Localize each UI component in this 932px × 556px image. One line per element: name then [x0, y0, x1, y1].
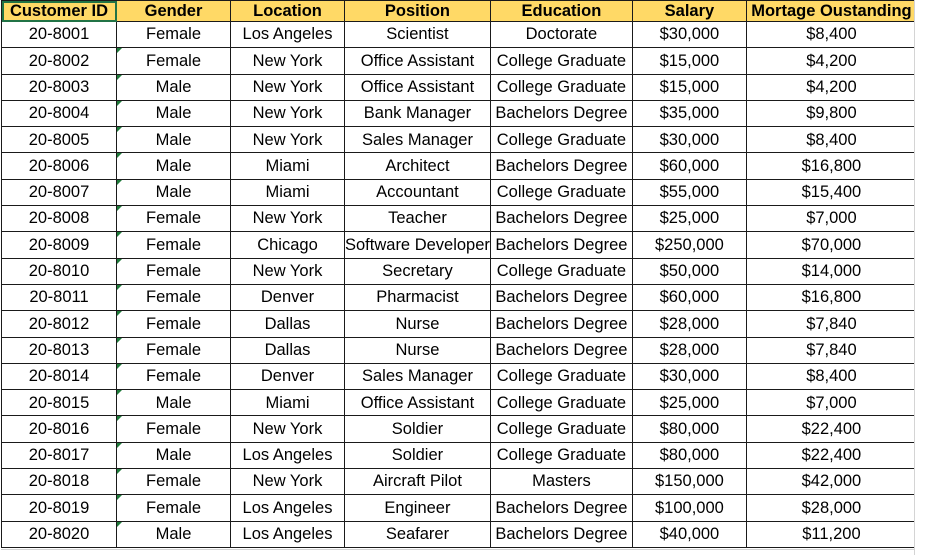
cell-education[interactable]: Bachelors Degree: [490, 232, 632, 258]
table-row: [2, 469, 917, 495]
cell-position[interactable]: Secretary: [345, 258, 491, 284]
cell-salary[interactable]: $15,000: [632, 48, 746, 74]
cell-salary[interactable]: $80,000: [632, 416, 746, 442]
cell-mortgage-outstanding[interactable]: $16,800: [746, 153, 916, 179]
cell-education[interactable]: Bachelors Degree: [490, 311, 632, 337]
cell-customer-id[interactable]: 20-8006: [2, 153, 117, 179]
table-row: [2, 48, 917, 74]
cell-location[interactable]: Miami: [231, 153, 345, 179]
cell-position[interactable]: Seafarer: [345, 521, 491, 547]
cell-customer-id[interactable]: 20-8007: [2, 179, 117, 205]
cell-position[interactable]: Pharmacist: [345, 284, 491, 310]
cell-position[interactable]: Nurse: [345, 311, 491, 337]
table-row: [2, 521, 917, 547]
cell-salary[interactable]: $25,000: [632, 390, 746, 416]
cell-mortgage-outstanding[interactable]: $4,200: [746, 74, 916, 100]
cell-mortgage-outstanding[interactable]: $7,000: [746, 206, 916, 232]
data-table: [1, 0, 917, 548]
cell-gender[interactable]: Male: [117, 153, 231, 179]
cell-education[interactable]: Bachelors Degree: [490, 206, 632, 232]
cell-location[interactable]: New York: [231, 127, 345, 153]
cell-salary[interactable]: $35,000: [632, 100, 746, 126]
cell-location[interactable]: Los Angeles: [231, 442, 345, 468]
table-row: [2, 153, 917, 179]
cell-salary[interactable]: $30,000: [632, 127, 746, 153]
cell-customer-id[interactable]: 20-8003: [2, 74, 117, 100]
cell-salary[interactable]: $60,000: [632, 153, 746, 179]
table-row: [2, 363, 917, 389]
table-row: [2, 442, 917, 468]
cell-mortgage-outstanding[interactable]: $7,000: [746, 390, 916, 416]
cell-location[interactable]: New York: [231, 416, 345, 442]
cell-location[interactable]: Miami: [231, 390, 345, 416]
cell-salary[interactable]: $80,000: [632, 442, 746, 468]
cell-salary[interactable]: $30,000: [632, 22, 746, 48]
header-cell-customer-id[interactable]: Customer ID: [2, 1, 117, 22]
cell-location[interactable]: Los Angeles: [231, 521, 345, 547]
cell-position[interactable]: Sales Manager: [345, 363, 491, 389]
cell-gender[interactable]: Female: [117, 48, 231, 74]
cell-customer-id[interactable]: 20-8017: [2, 442, 117, 468]
cell-customer-id[interactable]: 20-8010: [2, 258, 117, 284]
table-row: [2, 416, 917, 442]
header-cell-position[interactable]: Position: [345, 1, 491, 22]
table-row: [2, 284, 917, 310]
cell-gender[interactable]: Male: [117, 74, 231, 100]
cell-customer-id[interactable]: 20-8002: [2, 48, 117, 74]
cell-education[interactable]: Bachelors Degree: [490, 284, 632, 310]
cell-gender[interactable]: Female: [117, 22, 231, 48]
table-row: [2, 206, 917, 232]
cell-mortgage-outstanding[interactable]: $8,400: [746, 127, 916, 153]
cell-position[interactable]: Soldier: [345, 416, 491, 442]
cell-gender[interactable]: Female: [117, 232, 231, 258]
table-row: [2, 390, 917, 416]
table-row: [2, 179, 917, 205]
cell-gender[interactable]: Female: [117, 311, 231, 337]
cell-gender[interactable]: Male: [117, 100, 231, 126]
cell-education[interactable]: College Graduate: [490, 258, 632, 284]
table-row: [2, 495, 917, 521]
cell-customer-id[interactable]: 20-8008: [2, 206, 117, 232]
cell-education[interactable]: College Graduate: [490, 416, 632, 442]
cell-location[interactable]: Los Angeles: [231, 22, 345, 48]
cell-location[interactable]: New York: [231, 100, 345, 126]
cell-customer-id[interactable]: 20-8015: [2, 390, 117, 416]
cell-gender[interactable]: Male: [117, 127, 231, 153]
cell-location[interactable]: New York: [231, 206, 345, 232]
header-row: [2, 1, 917, 22]
cell-location[interactable]: New York: [231, 74, 345, 100]
cell-gender[interactable]: Female: [117, 337, 231, 363]
cell-mortgage-outstanding[interactable]: $42,000: [746, 469, 916, 495]
cell-customer-id[interactable]: 20-8004: [2, 100, 117, 126]
cell-customer-id[interactable]: 20-8012: [2, 311, 117, 337]
cell-mortgage-outstanding[interactable]: $9,800: [746, 100, 916, 126]
cell-salary[interactable]: $28,000: [632, 311, 746, 337]
cell-gender[interactable]: Male: [117, 442, 231, 468]
cell-location[interactable]: New York: [231, 48, 345, 74]
cell-position[interactable]: Sales Manager: [345, 127, 491, 153]
cell-position[interactable]: Bank Manager: [345, 100, 491, 126]
cell-gender[interactable]: Female: [117, 495, 231, 521]
cell-gender[interactable]: Female: [117, 363, 231, 389]
cell-salary[interactable]: $250,000: [632, 232, 746, 258]
cell-location[interactable]: Dallas: [231, 311, 345, 337]
cell-position[interactable]: Software Developer: [345, 232, 491, 258]
cell-mortgage-outstanding[interactable]: $4,200: [746, 48, 916, 74]
cell-mortgage-outstanding[interactable]: $15,400: [746, 179, 916, 205]
table-row: [2, 74, 917, 100]
cell-customer-id[interactable]: 20-8018: [2, 469, 117, 495]
cell-customer-id[interactable]: 20-8011: [2, 284, 117, 310]
cell-position[interactable]: Accountant: [345, 179, 491, 205]
cell-education[interactable]: Bachelors Degree: [490, 495, 632, 521]
cell-customer-id[interactable]: 20-8020: [2, 521, 117, 547]
cell-gender[interactable]: Male: [117, 390, 231, 416]
cell-salary[interactable]: $30,000: [632, 363, 746, 389]
cell-position[interactable]: Teacher: [345, 206, 491, 232]
table-body: [2, 22, 917, 548]
cell-location[interactable]: Miami: [231, 179, 345, 205]
cell-education[interactable]: Doctorate: [490, 22, 632, 48]
cell-location[interactable]: Dallas: [231, 337, 345, 363]
cell-location[interactable]: Chicago: [231, 232, 345, 258]
empty-column[interactable]: [914, 0, 932, 555]
cell-mortgage-outstanding[interactable]: $28,000: [746, 495, 916, 521]
cell-salary[interactable]: $28,000: [632, 337, 746, 363]
cell-mortgage-outstanding[interactable]: $7,840: [746, 337, 916, 363]
cell-education[interactable]: College Graduate: [490, 442, 632, 468]
cell-customer-id[interactable]: 20-8001: [2, 22, 117, 48]
cell-salary[interactable]: $150,000: [632, 469, 746, 495]
cell-salary[interactable]: $50,000: [632, 258, 746, 284]
cell-gender[interactable]: Male: [117, 179, 231, 205]
cell-customer-id[interactable]: 20-8019: [2, 495, 117, 521]
cell-gender[interactable]: Male: [117, 521, 231, 547]
cell-education[interactable]: Masters: [490, 469, 632, 495]
cell-location[interactable]: Denver: [231, 363, 345, 389]
cell-gender[interactable]: Female: [117, 258, 231, 284]
cell-salary[interactable]: $55,000: [632, 179, 746, 205]
cell-salary[interactable]: $25,000: [632, 206, 746, 232]
cell-mortgage-outstanding[interactable]: $16,800: [746, 284, 916, 310]
cell-location[interactable]: Los Angeles: [231, 495, 345, 521]
cell-mortgage-outstanding[interactable]: $22,400: [746, 416, 916, 442]
cell-position[interactable]: Office Assistant: [345, 390, 491, 416]
cell-education[interactable]: College Graduate: [490, 179, 632, 205]
table-row: [2, 311, 917, 337]
cell-position[interactable]: Office Assistant: [345, 48, 491, 74]
cell-education[interactable]: College Graduate: [490, 48, 632, 74]
cell-mortgage-outstanding[interactable]: $22,400: [746, 442, 916, 468]
cell-location[interactable]: New York: [231, 258, 345, 284]
cell-customer-id[interactable]: 20-8009: [2, 232, 117, 258]
table-row: [2, 232, 917, 258]
cell-mortgage-outstanding[interactable]: $70,000: [746, 232, 916, 258]
header-cell-location[interactable]: Location: [231, 1, 345, 22]
cell-customer-id[interactable]: 20-8016: [2, 416, 117, 442]
cell-gender[interactable]: Female: [117, 469, 231, 495]
cell-location[interactable]: Denver: [231, 284, 345, 310]
cell-position[interactable]: Soldier: [345, 442, 491, 468]
table-row: [2, 337, 917, 363]
table-row: [2, 258, 917, 284]
cell-salary[interactable]: $40,000: [632, 521, 746, 547]
cell-position[interactable]: Scientist: [345, 22, 491, 48]
cell-mortgage-outstanding[interactable]: $7,840: [746, 311, 916, 337]
cell-education[interactable]: College Graduate: [490, 74, 632, 100]
cell-mortgage-outstanding[interactable]: $8,400: [746, 363, 916, 389]
table-row: [2, 22, 917, 48]
cell-education[interactable]: College Graduate: [490, 363, 632, 389]
header-cell-gender[interactable]: Gender: [117, 1, 231, 22]
cell-gender[interactable]: Female: [117, 206, 231, 232]
cell-education[interactable]: Bachelors Degree: [490, 521, 632, 547]
cell-gender[interactable]: Female: [117, 284, 231, 310]
cell-position[interactable]: Aircraft Pilot: [345, 469, 491, 495]
cell-gender[interactable]: Female: [117, 416, 231, 442]
cell-customer-id[interactable]: 20-8013: [2, 337, 117, 363]
cell-location[interactable]: New York: [231, 469, 345, 495]
cell-education[interactable]: College Graduate: [490, 390, 632, 416]
cell-salary[interactable]: $60,000: [632, 284, 746, 310]
cell-customer-id[interactable]: 20-8014: [2, 363, 117, 389]
header-cell-education[interactable]: Education: [490, 1, 632, 22]
cell-position[interactable]: Engineer: [345, 495, 491, 521]
cell-position[interactable]: Nurse: [345, 337, 491, 363]
cell-salary[interactable]: $100,000: [632, 495, 746, 521]
cell-mortgage-outstanding[interactable]: $14,000: [746, 258, 916, 284]
cell-customer-id[interactable]: 20-8005: [2, 127, 117, 153]
table-row: [2, 100, 917, 126]
cell-salary[interactable]: $15,000: [632, 74, 746, 100]
cell-education[interactable]: College Graduate: [490, 127, 632, 153]
cell-mortgage-outstanding[interactable]: $8,400: [746, 22, 916, 48]
header-cell-salary[interactable]: Salary: [632, 1, 746, 22]
cell-position[interactable]: Architect: [345, 153, 491, 179]
cell-position[interactable]: Office Assistant: [345, 74, 491, 100]
cell-education[interactable]: Bachelors Degree: [490, 337, 632, 363]
cell-education[interactable]: Bachelors Degree: [490, 153, 632, 179]
header-cell-mortgage-outstanding[interactable]: Mortage Oustanding: [746, 1, 916, 22]
table-row: [2, 127, 917, 153]
cell-mortgage-outstanding[interactable]: $11,200: [746, 521, 916, 547]
cell-education[interactable]: Bachelors Degree: [490, 100, 632, 126]
